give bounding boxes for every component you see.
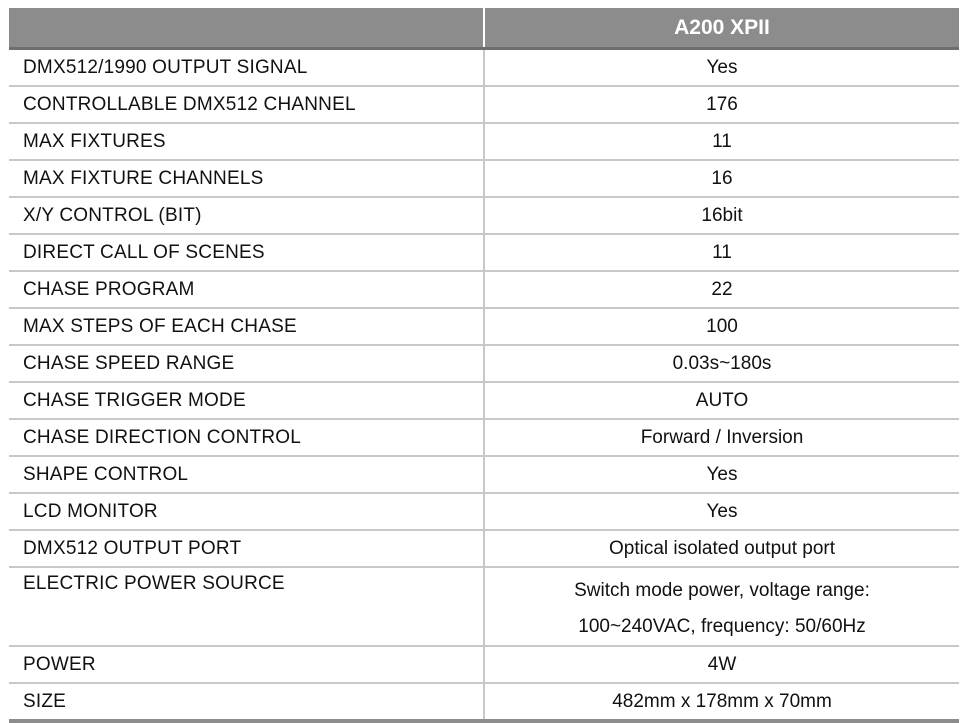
value-line: 100~240VAC, frequency: 50/60Hz [578,616,866,637]
param-cell: SHAPE CONTROL [9,456,484,493]
param-cell: MAX STEPS OF EACH CHASE [9,308,484,345]
value-cell: 176 [484,86,959,123]
value-cell: 4W [484,646,959,683]
header-row [9,8,959,49]
spec-table-body [9,49,959,722]
table-row [9,345,959,382]
table-row [9,271,959,308]
table-row [9,308,959,345]
value-cell: Optical isolated output port [484,530,959,567]
param-cell: SIZE [9,683,484,721]
param-cell: CHASE PROGRAM [9,271,484,308]
param-cell: POWER [9,646,484,683]
value-cell: 16bit [484,197,959,234]
param-cell: ELECTRIC POWER SOURCE [9,567,484,646]
table-row [9,123,959,160]
value-line: Switch mode power, voltage range: [574,580,870,601]
table-row [9,683,959,721]
table-row [9,234,959,271]
table-row [9,567,959,646]
model-column-header: A200 XPII [484,8,959,49]
param-cell: DMX512 OUTPUT PORT [9,530,484,567]
spec-table [9,8,959,723]
table-row [9,86,959,123]
table-row [9,646,959,683]
param-cell: X/Y CONTROL (BIT) [9,197,484,234]
table-row [9,456,959,493]
table-row [9,49,959,87]
table-row [9,197,959,234]
value-cell: 11 [484,123,959,160]
value-cell: Yes [484,456,959,493]
table-row [9,382,959,419]
param-cell: DIRECT CALL OF SCENES [9,234,484,271]
param-column-header [9,8,484,49]
table-row [9,160,959,197]
value-cell: 100 [484,308,959,345]
value-cell: Yes [484,49,959,87]
value-cell: 0.03s~180s [484,345,959,382]
table-row [9,419,959,456]
param-cell: LCD MONITOR [9,493,484,530]
value-cell [484,567,959,646]
param-cell: CHASE TRIGGER MODE [9,382,484,419]
param-cell: CONTROLLABLE DMX512 CHANNEL [9,86,484,123]
value-cell: Yes [484,493,959,530]
value-cell: 16 [484,160,959,197]
value-cell: 11 [484,234,959,271]
value-cell: 482mm x 178mm x 70mm [484,683,959,721]
param-cell: MAX FIXTURES [9,123,484,160]
value-cell: Forward / Inversion [484,419,959,456]
value-cell: 22 [484,271,959,308]
param-cell: DMX512/1990 OUTPUT SIGNAL [9,49,484,87]
param-cell: CHASE SPEED RANGE [9,345,484,382]
table-row [9,530,959,567]
param-cell: MAX FIXTURE CHANNELS [9,160,484,197]
table-row [9,493,959,530]
param-cell: CHASE DIRECTION CONTROL [9,419,484,456]
value-cell: AUTO [484,382,959,419]
spec-table-header [9,8,959,49]
